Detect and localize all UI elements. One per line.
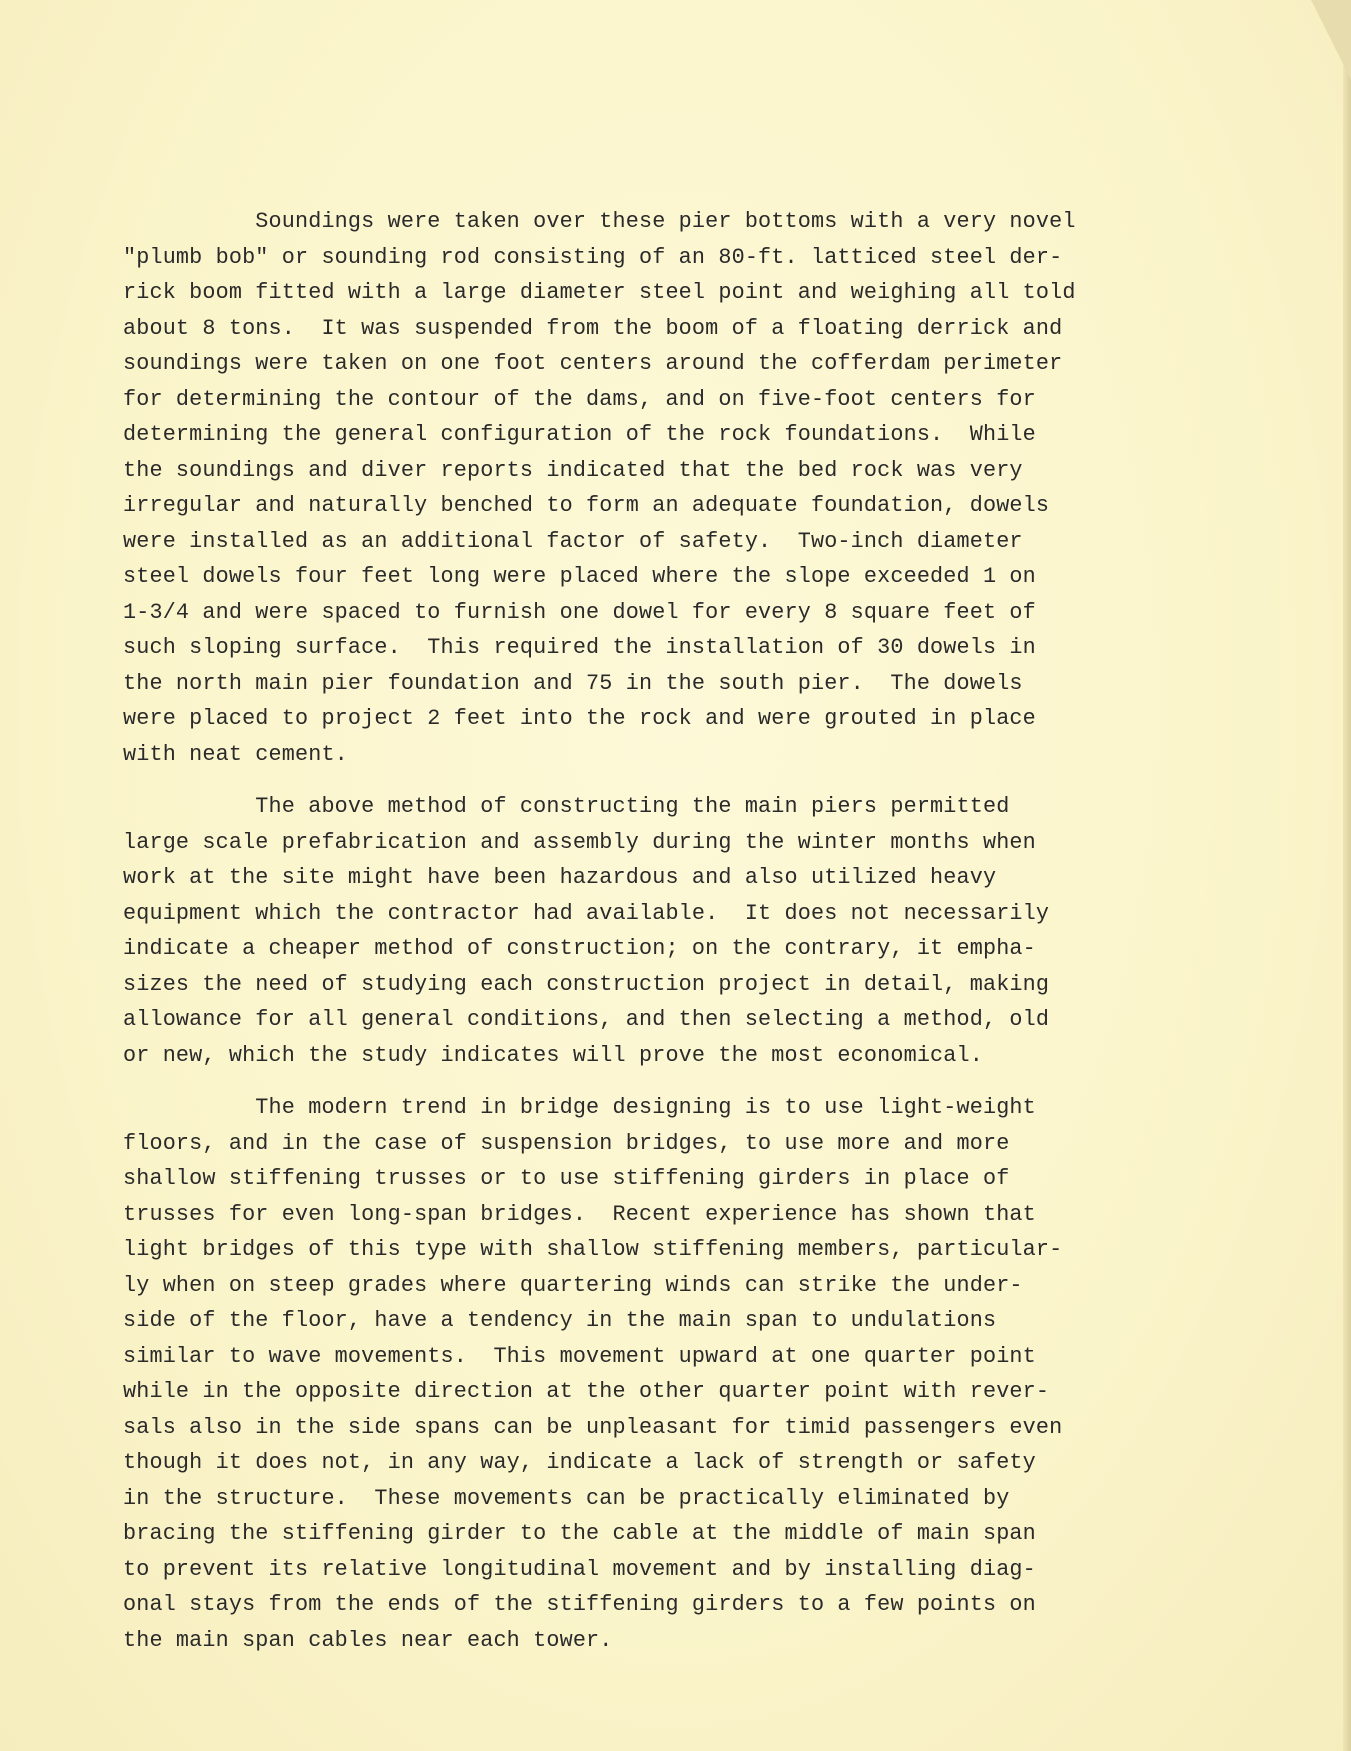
paper-corner-fold: [1311, 0, 1351, 80]
text-line: for determining the contour of the dams, and on five-foot centers for: [123, 386, 1036, 412]
text-line: the north main pier foundation and 75 in the south pier. The dowels: [123, 670, 1023, 696]
text-line: light bridges of this type with shallow stiffening members, particular-: [123, 1237, 1063, 1262]
text-line: were placed to project 2 feet into the rock and were grouted in place: [123, 706, 1036, 731]
text-line: indicate a cheaper method of construction; on the contrary, it empha-: [123, 936, 1036, 961]
text-line: similar to wave movements. This movement upward at one quarter point: [123, 1343, 1036, 1369]
text-line: side of the floor, have a tendency in the main span to undulations: [123, 1308, 997, 1333]
paragraph-construction-method: [123, 789, 1283, 1073]
text-line: work at the site might have been hazardous and also utilized heavy: [123, 865, 997, 890]
text-line: about 8 tons. It was suspended from the boom of a floating derrick and: [123, 315, 1063, 341]
document-body: [123, 133, 1283, 1675]
text-line: while in the opposite direction at the other quarter point with rever-: [123, 1379, 1050, 1404]
text-line: soundings were taken on one foot centers around the cofferdam perimeter: [123, 351, 1063, 376]
text-line: or new, which the study indicates will prove the most economical.: [123, 1042, 983, 1068]
text-line: with neat cement.: [123, 741, 348, 767]
paragraph-modern-trend: [123, 1090, 1283, 1658]
text-line: allowance for all general conditions, and then selecting a method, old: [123, 1007, 1050, 1032]
text-line: onal stays from the ends of the stiffening girders to a few points on: [123, 1592, 1036, 1617]
text-line: large scale prefabrication and assembly during the winter months when: [123, 829, 1036, 855]
text-line: steel dowels four feet long were placed where the slope exceeded 1 on: [123, 564, 1036, 589]
text-line: sals also in the side spans can be unpleasant for timid passengers even: [123, 1414, 1063, 1440]
text-line: equipment which the contractor had available. It does not necessarily: [123, 900, 1050, 926]
paper-edge: [1343, 0, 1351, 1751]
text-line: rick boom fitted with a large diameter steel point and weighing all told: [123, 280, 1076, 305]
text-line: 1-3/4 and were spaced to furnish one dowel for every 8 square feet of: [123, 599, 1036, 625]
text-line: irregular and naturally benched to form an adequate foundation, dowels: [123, 493, 1050, 518]
text-line: though it does not, in any way, indicate a lack of strength or safety: [123, 1450, 1036, 1475]
text-line: ly when on steep grades where quartering winds can strike the under-: [123, 1272, 1023, 1298]
text-line: the soundings and diver reports indicated that the bed rock was very: [123, 457, 1023, 483]
text-line: "plumb bob" or sounding rod consisting of an 80-ft. latticed steel der-: [123, 244, 1063, 270]
text-line: in the structure. These movements can be practically eliminated by: [123, 1485, 1010, 1511]
text-line: such sloping surface. This required the installation of 30 dowels in: [123, 635, 1036, 660]
text-line: the main span cables near each tower.: [123, 1627, 613, 1653]
text-line: The modern trend in bridge designing is to use light-weight: [123, 1095, 1036, 1120]
text-line: Soundings were taken over these pier bottoms with a very novel: [123, 209, 1076, 234]
text-line: trusses for even long-span bridges. Recent experience has shown that: [123, 1201, 1036, 1227]
text-line: determining the general configuration of the rock foundations. While: [123, 422, 1036, 447]
text-line: bracing the stiffening girder to the cable at the middle of main span: [123, 1521, 1036, 1546]
text-line: floors, and in the case of suspension bridges, to use more and more: [123, 1130, 1010, 1156]
text-line: The above method of constructing the main piers permitted: [123, 794, 1010, 819]
text-line: sizes the need of studying each construction project in detail, making: [123, 971, 1050, 997]
text-line: were installed as an additional factor of safety. Two-inch diameter: [123, 528, 1023, 554]
text-line: to prevent its relative longitudinal movement and by installing diag-: [123, 1556, 1036, 1582]
paragraph-soundings: [123, 133, 1283, 772]
text-line: shallow stiffening trusses or to use stiffening girders in place of: [123, 1166, 1010, 1191]
